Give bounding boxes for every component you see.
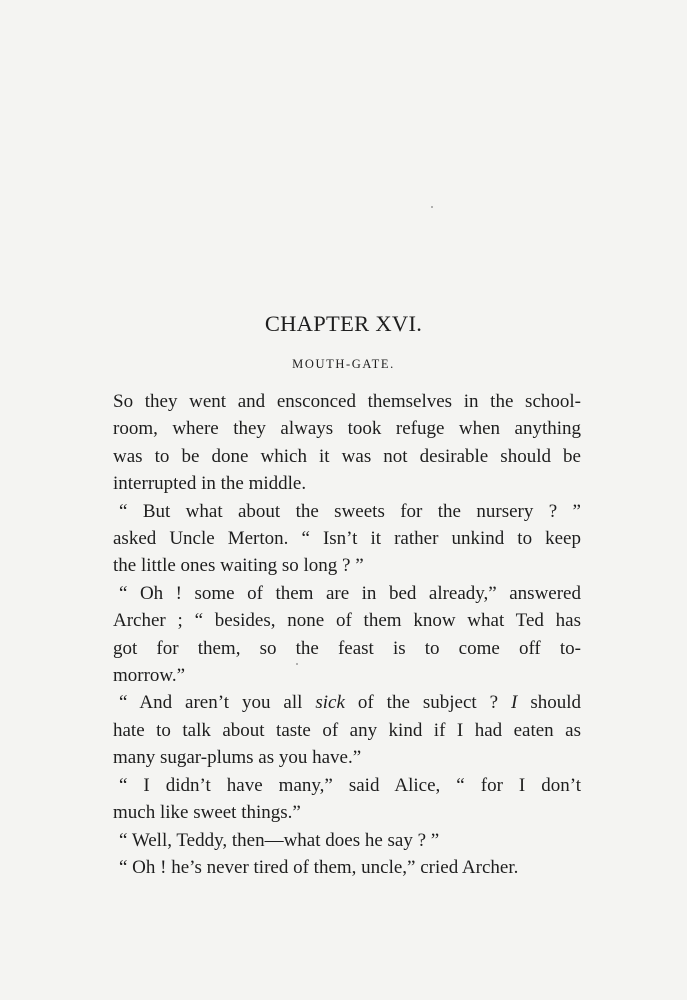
speck-mark [296, 663, 298, 665]
speck-mark [431, 206, 433, 208]
emphasis-i: I [511, 692, 518, 714]
paragraph [113, 772, 581, 827]
chapter-subtitle: MOUTH-GATE. [292, 357, 395, 371]
text-line: “ Oh ! some of them are in bed already,” answered [119, 582, 581, 604]
text-line: hate to talk about taste of any kind if I had eaten as [113, 719, 581, 741]
text-line: was to be done which it was not desirable should be [113, 445, 581, 467]
body-text [113, 388, 581, 881]
text-line: Archer ; “ besides, none of them know what Ted has [113, 610, 581, 632]
text-line: many sugar-plums as you have.” [113, 747, 362, 769]
text-line: “ But what about the sweets for the nursery ? ” [119, 500, 581, 522]
paragraph [113, 580, 581, 690]
text-line: morrow.” [113, 665, 186, 687]
text-line: “ Well, Teddy, then—what does he say ? ” [119, 829, 440, 851]
text-line-with-emphasis: “ And aren’t you all sick of the subject ? I should [119, 692, 581, 714]
emphasis-sick: sick [315, 692, 345, 714]
paragraph [113, 827, 581, 854]
paragraph [113, 689, 581, 771]
text-line: the little ones waiting so long ? ” [113, 555, 364, 577]
paragraph [113, 388, 581, 498]
chapter-title: CHAPTER XVI. [264, 311, 423, 336]
text-line: asked Uncle Merton. “ Isn’t it rather unkind to keep [113, 528, 581, 550]
text-line: So they went and ensconced themselves in the school- [113, 391, 581, 412]
text-line: “ I didn’t have many,” said Alice, “ for I don’t [119, 774, 581, 796]
text-line: “ Oh ! he’s never tired of them, uncle,” cried Archer. [119, 856, 519, 878]
paragraph [113, 854, 581, 881]
paragraph [113, 498, 581, 580]
text-line: got for them, so the feast is to come off to- [113, 637, 581, 659]
text-line: interrupted in the middle. [113, 473, 307, 495]
text-line: room, where they always took refuge when anything [113, 418, 581, 440]
text-line: much like sweet things.” [113, 802, 301, 824]
